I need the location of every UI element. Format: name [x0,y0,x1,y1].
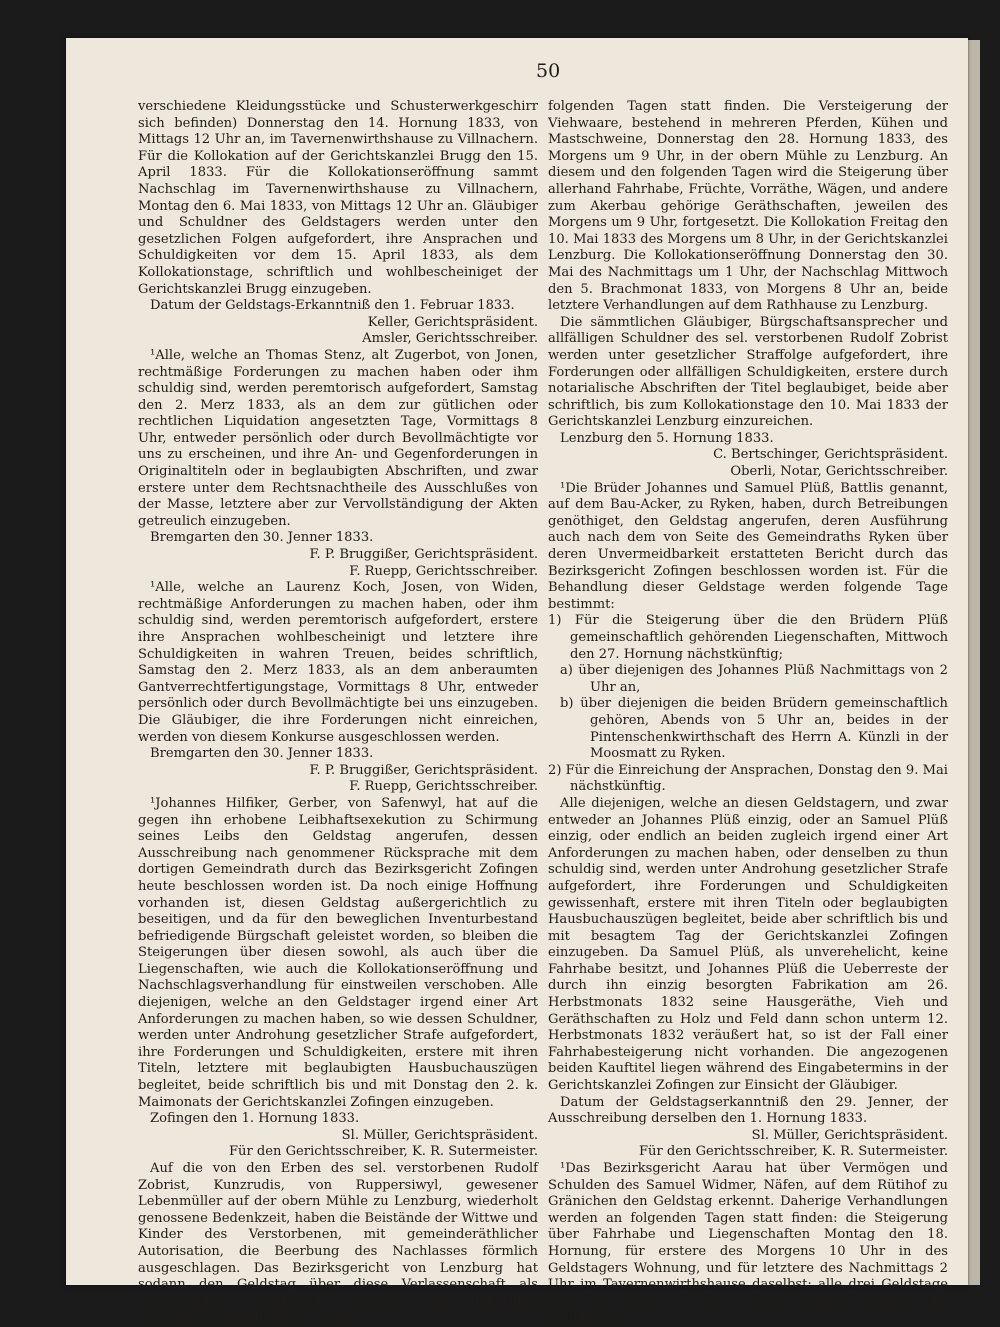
notice-paragraph: Datum der Geldstagserkanntniß den 29. Jenner, der Ausschreibung derselben den 1. Hornung 1833. [548,1094,948,1127]
signature-line: Sl. Müller, Gerichtspräsident. [341,1127,538,1143]
list-item: 2) Für die Einreichung der Ansprachen, Donstag den 9. Mai nächstkünftig. [548,762,948,795]
notice-paragraph: ¹Alle, welche an Laurenz Koch, Josen, von Widen, rechtmäßige Anforderungen zu machen haben, oder ihm schuldig sind, werden peremtorisch aufgefordert, erstere ihre Ansprachen wohlbescheinigt und letztere ihre Schuldigkeiten in wahren Treuen, beides schriftlich, Samstag den 2. Merz 1833, als an dem anberaumten Gantverrechtfertigungstage, Vormittags 8 Uhr, entweder persönlich oder durch Bevollmächtigte bei uns einzugeben. Die Gläubiger, die ihre Forderungen nicht einreichen, werden von diesem Konkurse ausgeschlossen werden. [138,580,538,745]
signature-line: Für den Gerichtsschreiber, K. R. Sutermeister. [638,1144,948,1160]
dateline: Lenzburg den 5. Hornung 1833. [560,430,774,446]
notice-paragraph: ¹Die Brüder Johannes und Samuel Plüß, Battlis genannt, auf dem Bau-Acker, zu Ryken, haben, durch Betreibungen genöthiget, den Geldstag angerufen, deren Ausführung auch nach dem von Seite des Gemeindraths Ryken über deren Unvermeidbarkeit erstatteten Bericht durch das Bezirksgericht Zofingen beschlossen worden ist. Für die Behandlung dieser Geldstage werden folgende Tage bestimmt: [548,480,948,612]
list-item: 1) Für die Steigerung über die den Brüdern Plüß gemeinschaftlich gehörenden Liegenschaften, Mittwoch den 27. Hornung nächstkünftig; [548,613,948,662]
list-subitem: b) über diejenigen die beiden Brüdern gemeinschaftlich gehören, Abends von 5 Uhr an, beides in der Pintenschenkwirthschaft des Herrn A. Künzli in der Moosmatt zu Ryken. [560,696,948,762]
notice-paragraph: verschiedene Kleidungsstücke und Schusterwerkgeschirr sich befinden) Donnerstag den 14. Hornung 1833, von Mittags 12 Uhr an, im Tavernenwirthshause zu Villnachern. Für die Kollokation auf der Gerichtskanzlei Brugg den 15. April 1833. Für die Kollokationseröffnung sammt Nachschlag im Tavernenwirthshause zu Villnachern, Montag den 6. Mai 1833, von Mittags 12 Uhr an. Gläubiger und Schuldner des Geldstagers werden unter den gesetzlichen Folgen aufgefordert, ihre Ansprachen und Schuldigkeiten vor dem 15. April 1833, als dem Kollokationstage, schriftlich und wohlbescheiniget der Gerichtskanzlei Brugg einzugeben. [138,99,538,297]
notice-paragraph: folgenden Tagen statt finden. Die Versteigerung der Viehwaare, bestehend in mehreren Pferden, Kühen und Mastschweine, Donnerstag den 28. Hornung 1833, des Morgens um 9 Uhr, in der obern Mühle zu Lenzburg. An diesem und den folgenden Tagen wird die Steigerung über allerhand Fahrhabe, Früchte, Vorräthe, Wägen, und andere zum Akerbau gehörige Geräthschaften, jeweilen des Morgens um 9 Uhr, fortgesetzt. Die Kollokation Freitag den 10. Mai 1833 des Morgens um 8 Uhr, in der Gerichtskanzlei Lenzburg. Die Kollokationseröffnung Donnerstag den 30. Mai des Nachmittags um 1 Uhr, der Nachschlag Mittwoch den 5. Brachmonat 1833, von Morgens 8 Uhr an, beide letztere Verhandlungen auf dem Rathhause zu Lenzburg. [548,99,948,314]
signature-line: Oberli, Notar, Gerichtsschreiber. [730,464,948,480]
left-column [138,99,538,1327]
notice-paragraph: Die sämmtlichen Gläubiger, Bürgschaftsansprecher und allfälligen Schuldner des sel. verstorbenen Rudolf Zobrist werden unter gesetzlicher Straffolge aufgefordert, ihre Forderungen oder allfälligen Schuldigkeiten, erstere durch notarialische Abschriften der Titel beglaubiget, beide aber schriftlich, bis zum Kollokationstage den 10. Mai 1833 der Gerichtskanzlei Lenzburg einzureichen. [548,314,948,430]
dateline: Bremgarten den 30. Jenner 1833. [150,530,374,546]
right-column [548,99,948,1327]
list-subitem: a) über diejenigen des Johannes Plüß Nachmittags von 2 Uhr an, [560,663,948,695]
signature-line: F. Ruepp, Gerichtsschreiber. [349,563,538,579]
dateline: Bremgarten den 30. Jenner 1833. [150,746,374,762]
signature-line: C. Bertschinger, Gerichtspräsident. [713,447,948,463]
page-edge [966,40,980,1285]
signature-line: Keller, Gerichtspräsident. [367,314,538,330]
notice-paragraph: ¹Alle, welche an Thomas Stenz, alt Zugerbot, von Jonen, rechtmäßige Forderungen zu machen haben oder ihm schuldig sind, werden peremtorisch aufgefordert, Samstag den 2. Merz 1833, als an dem zur gütlichen oder rechtlichen Liquidation angesetzten Tage, Vormittags 8 Uhr, entweder persönlich oder durch Bevollmächtigte vor uns zu erscheinen, und ihre An- und Gegenforderungen in Originaltiteln oder in beglaubigten Abschriften, und zwar erstere unter dem Rechtsnachtheile des Ausschlußes von der Masse, letztere aber zur Vervollständigung der Akten getreulich einzugeben. [138,347,538,529]
signature-line: F. Ruepp, Gerichtsschreiber. [349,779,538,795]
signature-line: F. P. Bruggißer, Gerichtspräsident. [309,762,538,778]
notice-paragraph: ¹Johannes Hilfiker, Gerber, von Safenwyl, hat auf die gegen ihn erhobene Leibhaftsexekution zu Schirmung seines Leibs den Geldstag angerufen, dessen Ausschreibung nach genommener Rücksprache mit dem dortigen Gemeindrath durch das Bezirksgericht Zofingen heute beschlossen worden ist. Da noch einige Hoffnung vorhanden ist, diesen Geldstag außergerichtlich zu beseitigen, und da für den beweglichen Inventurbestand befriedigende Bürgschaft geleistet worden, so bleiben die Steigerungen über diesen sowohl, als auch über die Liegenschaften, wie auch die Kollokationseröffnung und Nachschlagsverhandlung für einstweilen verschoben. Alle diejenigen, welche an den Geldstager irgend einer Art Anforderungen zu machen haben, so wie dessen Schuldner, werden unter Androhung gesetzlicher Strafe aufgefordert, ihre Forderungen und Schuldigkeiten, erstere mit ihren Titeln, letztere mit beglaubigten Hausbuchauszügen begleitet, beide schriftlich bis und mit Donstag den 2. k. Maimonats der Gerichtskanzlei Zofingen einzugeben. [138,795,538,1110]
notice-paragraph: ¹Das Bezirksgericht Aarau hat über Vermögen und Schulden des Samuel Widmer, Näfen, auf dem Rütihof zu Gränichen den Geldstag erkennt. Daherige Verhandlungen werden an folgenden Tagen statt finden: die Steigerung über Fahrhabe und Liegenschaften Montag den 18. Hornung, für erstere des Morgens 10 Uhr in des Geldstagers Wohnung, und für letztere des Nachmittags 2 Uhr im Tavernenwirthshause daselbst; alle drei Geldstage den 26. Merz in der Gerichtskanzlei Aarau, die Kollokations- [548,1161,948,1326]
page-number: 50 [536,60,561,82]
notice-paragraph: Auf die von den Erben des sel. verstorbenen Rudolf Zobrist, Kunzrudis, von Ruppersiwyl, gewesener Lebenmüller auf der obern Mühle zu Lenzburg, wiederholt genossene Bedenkzeit, haben die Beiständе der Wittwe und Kinder des Verstorbenen, mit gemeinderäthlicher Autorisation, die Beerbung des Nachlasses förmlich ausgeschlagen. Das Bezirksgericht von Lenzburg hat sodann den Geldstag über diese Verlassenschaft als unvermeidlich richterlich erkennt. Die daherigen Geldstagsverhandlungen werden an [138,1161,538,1326]
signature-line: F. P. Bruggißer, Gerichtspräsident. [309,547,538,563]
signature-line: Amsler, Gerichtsschreiber. [362,331,538,347]
dateline: Datum der Geldstags-Erkanntniß den 1. Februar 1833. [150,298,515,314]
notice-paragraph: Alle diejenigen, welche an diesen Geldstagern, und zwar entweder an Johannes Plüß einzig, oder an Samuel Plüß einzig, oder endlich an beiden zugleich irgend einer Art Anforderungen zu machen haben, oder denselben zu thun schuldig sind, werden unter Androhung gesetzlicher Strafe aufgefordert, ihre Forderungen und Schuldigkeiten gewissenhaft, erstere mit ihren Titeln oder beglaubigten Hausbuchauszügen begleitet, beide aber schriftlich bis und mit besagtem Tag der Gerichtskanzlei Zofingen einzugeben. Da Samuel Plüß, als unverehelicht, keine Fahrhabe besitzt, und Johannes Plüß die Ueberreste der durch ihn einzig besorgten Fabrikation am 26. Herbstmonats 1832 seine Hausgeräthe, Vieh und Geräthschaften zu Holz und Feld dann schon unterm 12. Herbstmonats 1832 veräußert hat, so ist der Fall einer Fahrhabesteigerung nicht vorhanden. Die angezogenen beiden Kauftitel liegen während des Eingabetermins in der Gerichtskanzlei Zofingen zur Einsicht der Gläubiger. [548,795,948,1094]
signature-line: Für den Gerichtsschreiber, K. R. Sutermeister. [228,1144,538,1160]
signature-line: Sl. Müller, Gerichtspräsident. [751,1127,948,1143]
dateline: Zofingen den 1. Hornung 1833. [150,1111,360,1127]
